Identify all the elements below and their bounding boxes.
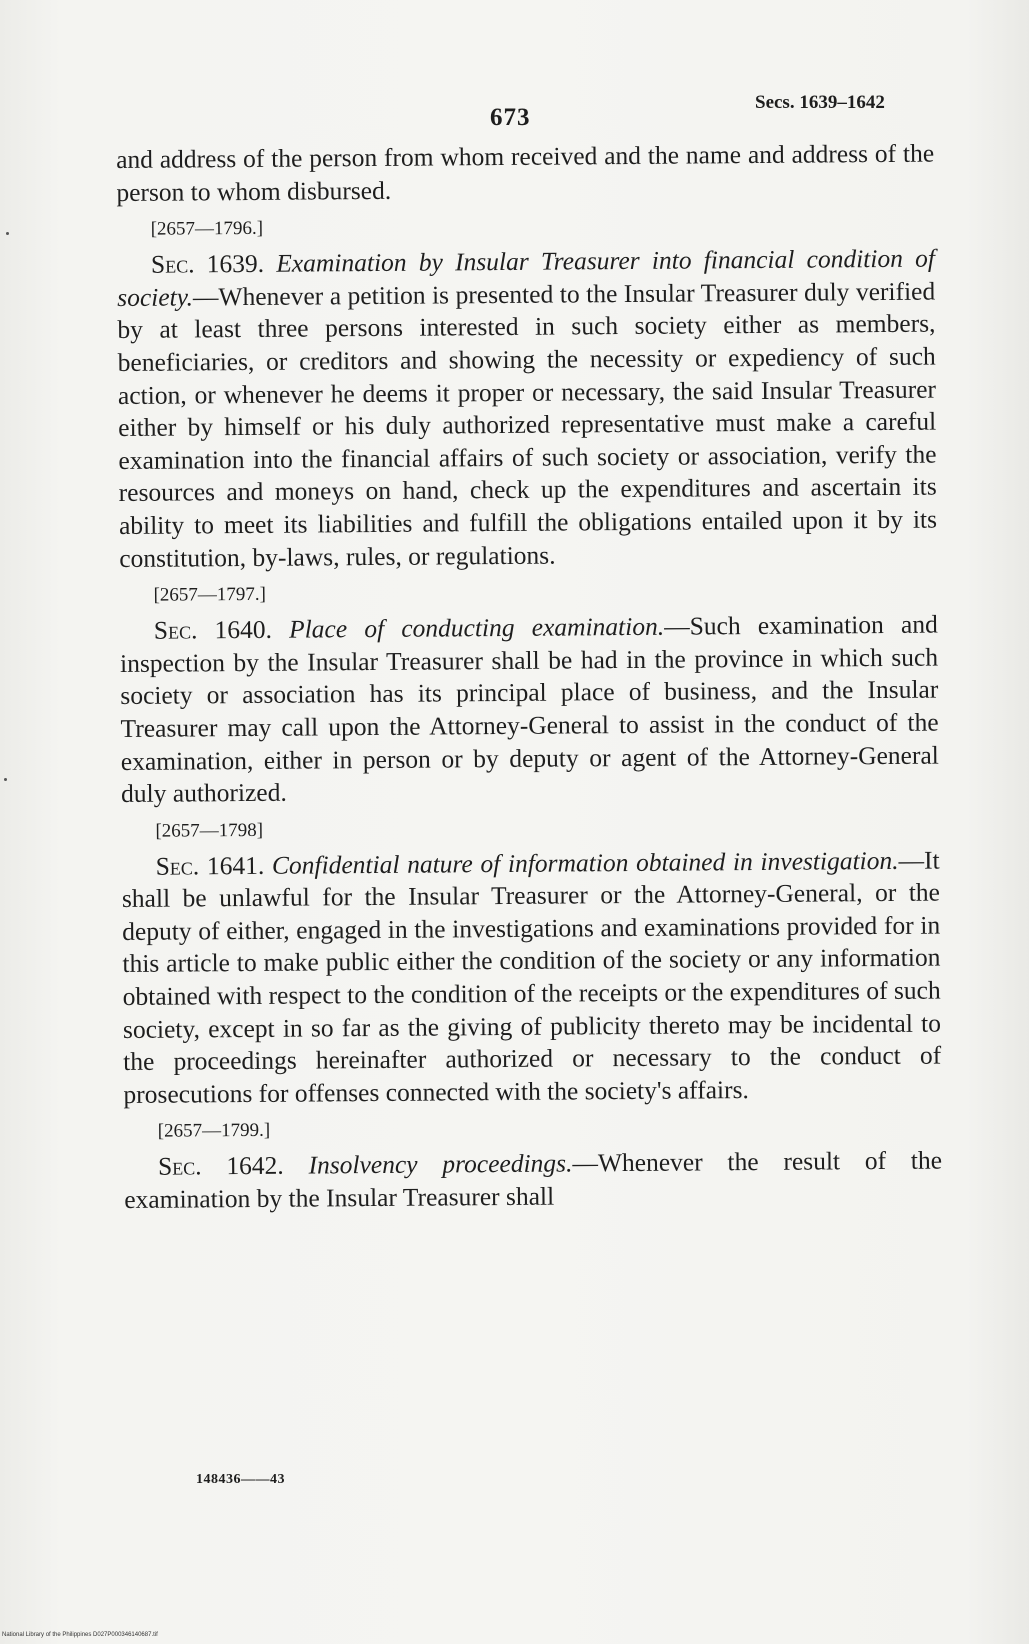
section-1640 (120, 609, 940, 811)
running-head: Secs. 1639–1642 (755, 92, 885, 113)
body-text (116, 138, 942, 1225)
page-header (0, 86, 1029, 131)
section-1641 (122, 844, 942, 1111)
section-citation: [2657—1797.] (153, 583, 267, 606)
section-title: Examination by Insular Treasurer into financial condition of society. (117, 243, 936, 312)
section-text: —Whenever a petition is presented to the Insular Treasurer duly verified by at least three persons interested in such society either as members, beneficiaries, or creditors and showing the necessity or expediency of such action, or whenever he deems it proper or necessary, the said Insular Treasurer either by himself or his duly authorized representative must make a careful examination into the financial affairs of such society or association, verify the resources and moneys on hand, check up the expenditures and ascertain its ability to meet its liabilities and fulfill the obligations entailed upon it by its constitution, by-laws, rules, or regulations. (117, 276, 938, 573)
scan-source-footer: National Library of the Philippines D027P000346140687.tif (2, 1632, 158, 1638)
section-title: Confidential nature of information obtained in investigation. (271, 845, 899, 880)
scan-speck (6, 232, 9, 235)
scan-speck (4, 778, 7, 781)
section-title: Place of conducting examination. (288, 611, 665, 644)
section-citation: [2657—1799.] (157, 1120, 271, 1143)
page-number: 673 (490, 104, 531, 131)
section-label: Sec. 1640. (153, 614, 273, 645)
section-citation: [2657—1796.] (150, 218, 264, 240)
section-label: Sec. 1642. (157, 1151, 284, 1182)
section-text: —It shall be unlawful for the Insular Treasurer or the Attorney-General, or the deputy of either, engaged in the investigations and examinations provided for in this article to make public either the condition of the society or any information obtained with respect to the condition of the receipts or the expenditures of such society, except in so far as the giving of publicity thereto may be incidental to the proceedings hereinafter authorized or necessary to the conduct of prosecutions for offenses connected with the society's affairs. (121, 845, 942, 1109)
section-text: —Such examination and inspection by the Insular Treasurer shall be had in the province in which such society or association has its principal place of business, and the Insular Treasurer may call upon the Attorney-General to assist in the conduct of the examination, either in person or by deputy or agent of the Attorney-General duly authorized. (119, 609, 939, 809)
signature-mark: 148436——43 (196, 1472, 285, 1487)
section-label: Sec. 1639. (150, 249, 265, 279)
section-1642 (124, 1145, 942, 1217)
section-label: Sec. 1641. (155, 850, 265, 881)
opening-paragraph: and address of the person from whom received and the name and address of the person to whom disbursed. (116, 138, 935, 207)
section-text: —Whenever the result of the examination by the Insular Treasurer shall (124, 1145, 943, 1214)
section-1639 (117, 243, 938, 575)
section-citation: [2657—1798] (155, 819, 264, 842)
section-title: Insolvency proceedings. (308, 1148, 573, 1180)
